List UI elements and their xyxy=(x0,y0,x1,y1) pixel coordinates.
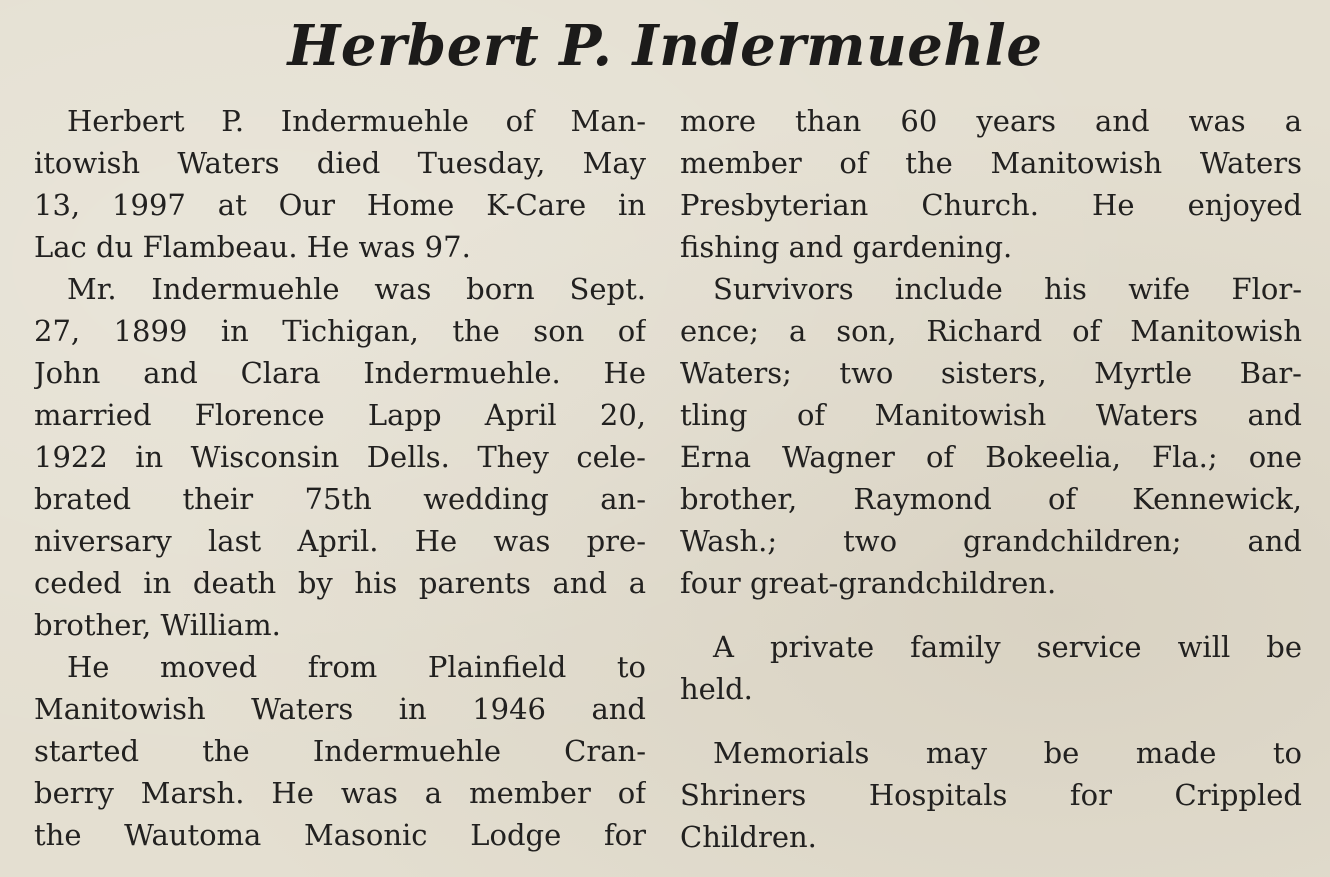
text-line: brother, William. xyxy=(34,608,281,642)
obituary-title: Herbert P. Indermuehle xyxy=(287,13,1043,79)
text-line: member of the Manitowish Waters xyxy=(680,146,1302,180)
text-line: Wash.; two grandchildren; and xyxy=(680,524,1302,558)
paragraph-gap xyxy=(680,710,1302,732)
text-line: Shriners Hospitals for Crippled xyxy=(680,778,1302,812)
text-line: Presbyterian Church. He enjoyed xyxy=(680,188,1302,222)
text-line: more than 60 years and was a xyxy=(680,104,1302,138)
text-line: Herbert P. Indermuehle of Man- xyxy=(67,104,646,138)
text-line: He moved from Plainfield to xyxy=(67,650,646,684)
text-line: Survivors include his wife Flor- xyxy=(713,272,1302,306)
text-line: 13, 1997 at Our Home K-Care in xyxy=(34,188,646,222)
text-line: tling of Manitowish Waters and xyxy=(680,398,1302,432)
text-line: niversary last April. He was pre- xyxy=(34,524,646,558)
text-line: ence; a son, Richard of Manitowish xyxy=(680,314,1302,348)
text-line: Mr. Indermuehle was born Sept. xyxy=(67,272,646,306)
text-line: held. xyxy=(680,672,753,706)
text-line: 1922 in Wisconsin Dells. They cele- xyxy=(34,440,646,474)
paragraph-gap xyxy=(680,604,1302,626)
text-line: Waters; two sisters, Myrtle Bar- xyxy=(680,356,1302,390)
text-line: Children. xyxy=(680,820,817,854)
text-line: 27, 1899 in Tichigan, the son of xyxy=(34,314,646,348)
text-line: Manitowish Waters in 1946 and xyxy=(34,692,646,726)
right-column xyxy=(680,100,1302,858)
text-line: John and Clara Indermuehle. He xyxy=(34,356,646,390)
text-line: berry Marsh. He was a member of xyxy=(34,776,646,810)
text-line: itowish Waters died Tuesday, May xyxy=(34,146,646,180)
text-line: fishing and gardening. xyxy=(680,230,1013,264)
text-line: Lac du Flambeau. He was 97. xyxy=(34,230,471,264)
text-line: A private family service will be xyxy=(713,630,1302,664)
text-line: married Florence Lapp April 20, xyxy=(34,398,646,432)
left-column xyxy=(34,100,646,856)
text-line: four great-grandchildren. xyxy=(680,566,1057,600)
text-line: ceded in death by his parents and a xyxy=(34,566,646,600)
text-line: brother, Raymond of Kennewick, xyxy=(680,482,1302,516)
text-line: Erna Wagner of Bokeelia, Fla.; one xyxy=(680,440,1302,474)
text-line: the Wautoma Masonic Lodge for xyxy=(34,818,646,852)
text-line: started the Indermuehle Cran- xyxy=(34,734,646,768)
text-line: Memorials may be made to xyxy=(713,736,1302,770)
text-line: brated their 75th wedding an- xyxy=(34,482,646,516)
